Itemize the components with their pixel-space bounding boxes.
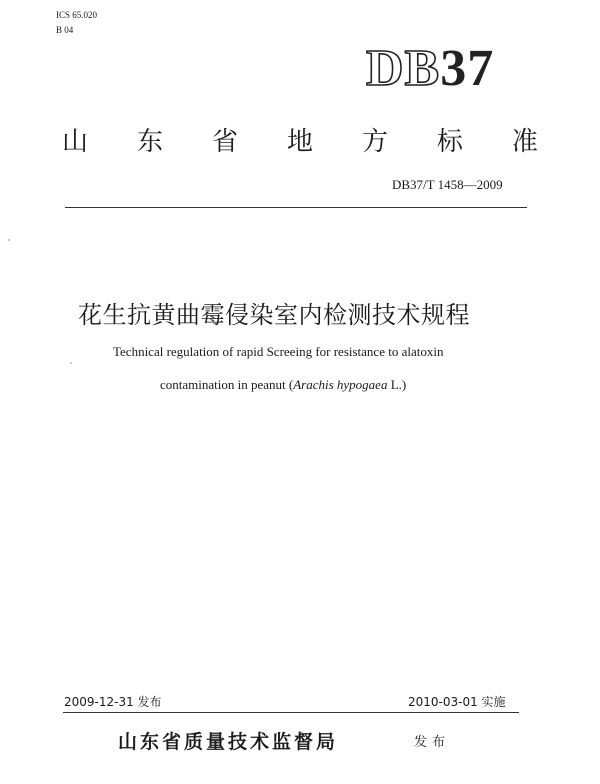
dept-char: 标 [436, 127, 463, 157]
top-divider [65, 207, 527, 208]
implementation-date: 2010-03-01 实施 [408, 695, 506, 709]
english-title-line2 [160, 377, 406, 393]
dept-char: 准 [511, 127, 538, 157]
standard-number: DB37/T 1458—2009 [392, 177, 503, 192]
issuing-verb: 发布 [414, 735, 451, 750]
english-title-prefix: contamination in peanut ( [160, 377, 294, 392]
dept-char: 省 [211, 127, 238, 157]
issue-date: 2009-12-31 发布 [64, 695, 162, 709]
bottom-divider [63, 712, 519, 713]
english-title-suffix: L.) [387, 377, 407, 392]
ccs-code: B 04 [56, 25, 74, 35]
ics-code: ICS 65.020 [56, 10, 98, 20]
dept-char: 方 [361, 127, 388, 157]
dept-char: 山 [62, 127, 89, 157]
department-standard-title [62, 122, 538, 162]
logo-37-text: 37 [440, 40, 495, 97]
issuing-authority: 山东省质量技术监督局 [118, 731, 339, 753]
english-title-line1: Technical regulation of rapid Screeing for resistance to alatoxin [113, 344, 444, 359]
chinese-title: 花生抗黄曲霉侵染室内检测技术规程 [78, 301, 470, 329]
species-name: Arachis hypogaea [293, 377, 388, 392]
db37-logo [366, 40, 530, 98]
dept-char: 东 [136, 127, 163, 157]
logo-db-text: DB [366, 40, 441, 97]
scan-speck [70, 362, 72, 364]
dept-char: 地 [286, 127, 313, 157]
scan-speck [8, 239, 10, 241]
